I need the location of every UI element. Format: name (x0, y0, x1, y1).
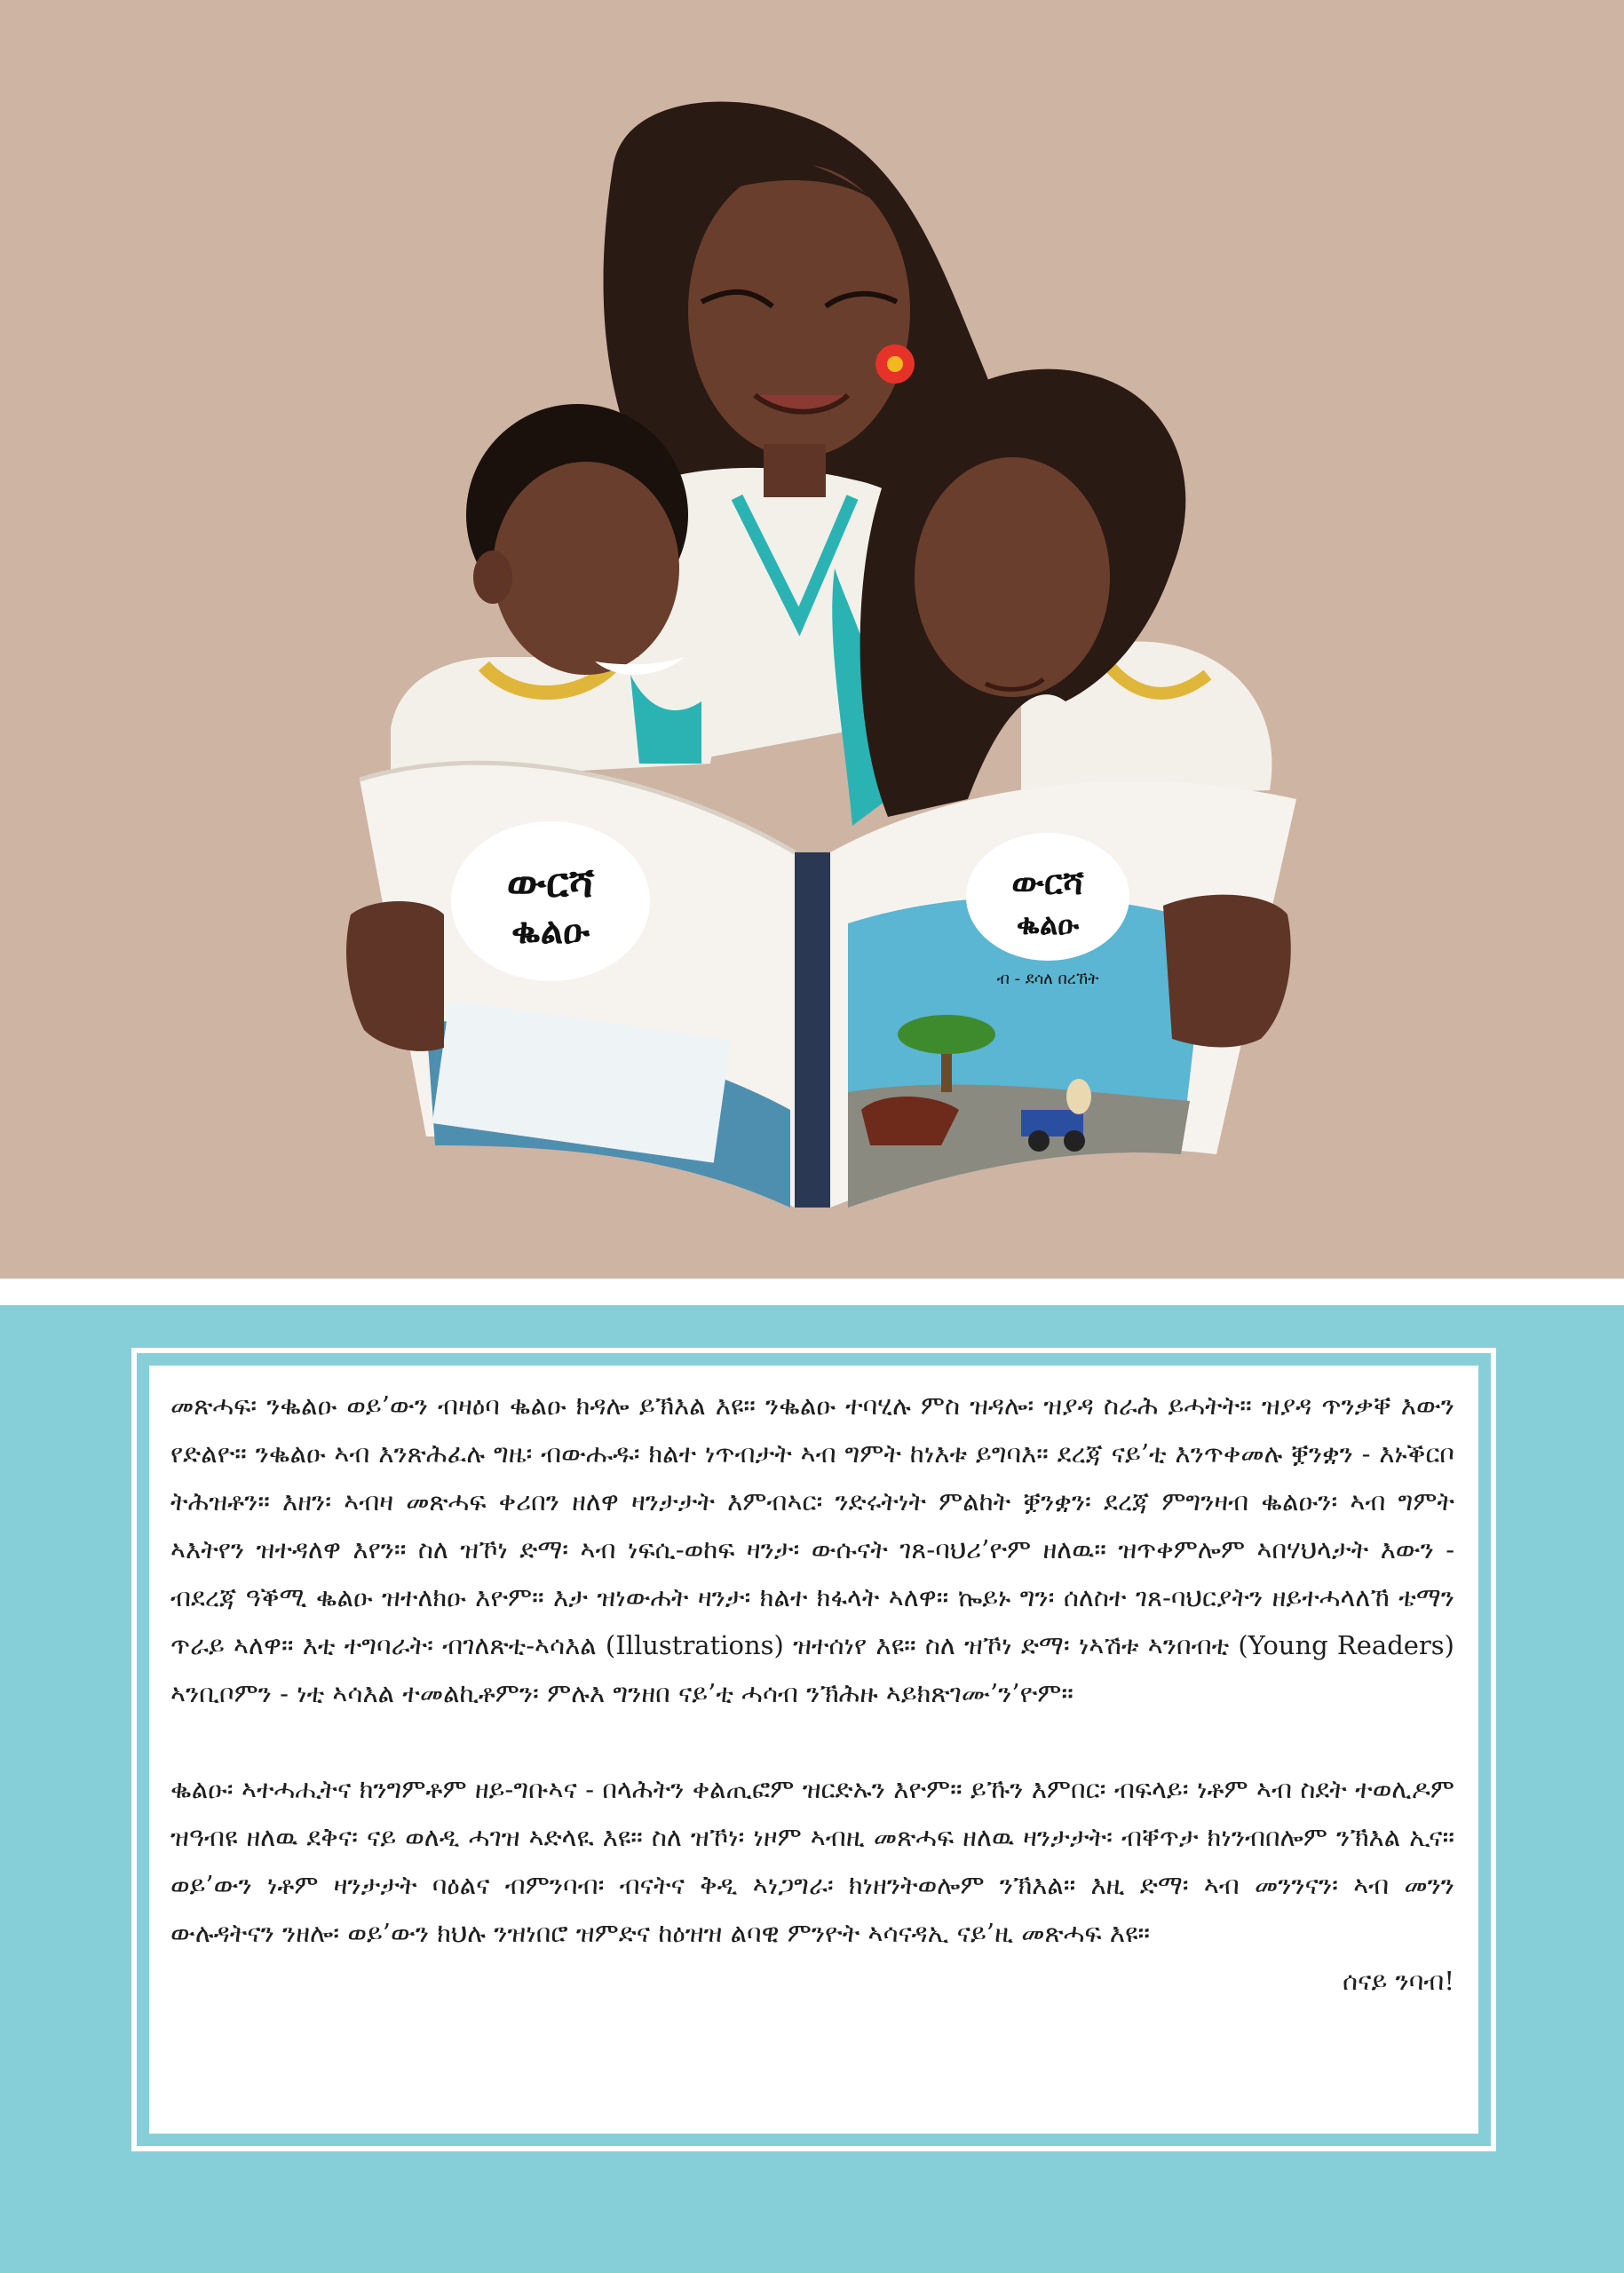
boy-figure-icon (391, 404, 714, 781)
open-book-icon (360, 763, 1296, 1208)
left-book-title-line2: ቈልዑ (511, 911, 590, 952)
signoff: ሰናይ ንባብ! (1343, 1966, 1454, 1996)
paragraph-1: መጽሓፍ፡ ንቈልዑ ወይ’ውን ብዛዕባ ቈልዑ ክዳሎ ይኽእል እዩ። ንቈልዑ ተባሂሉ ምስ ዝዳሎ፡ ዝያዳ ስራሕ ይሓትት። ዝያዳ ጥንቃቐ እውን የድልዮ። ንቈልዑ ኣብ እንጽሕፈሉ ግዜ፡ ብውሑዱ፡ ክልተ ነጥብታት ኣብ ግምት ከነእቱ ይግባእ። ደረጃ ናይ’ቲ እንጥቀመሉ ቛንቋን - እኑቕርቦ ትሕዝቶን። እዘን፡ ኣብዛ መጽሓፍ ቀሪበን ዘለዋ ዛንታታት እምብኣር፡ ንድሩትነት ምልከት ቛንቋን፡ ደረጃ ምግንዛብ ቈልዑን፡ ኣብ ግምት ኣእትየን ዝተዳለዋ እየን። ስለ ዝኾነ ድማ፡ ኣብ ነፍሲ-ወከፍ ዛንታ፡ ውሱናት ገጸ-ባህሪ’ዮም ዘለዉ። ዝጥቀምሎም ኣበሃህላታት እውን - ብደረጃ ዓቕሚ ቈልዑ ዝተለክዑ እዮም። እታ ዝነውሐት ዛንታ፡ ክልተ ክፋላት ኣለዋ። ኰይኑ ግን፡ ሰለስተ ገጸ-ባህርያትን ዘይተሓላለኸ ቴማን ጥራይ ኣለዋ። እቲ ተግባራት፡ ብገለጽቲ-ኣሳእል (Illustrations) ዝተሰነየ እዩ። ስለ ዝኾነ ድማ፡ ነኣሽቱ ኣንበብቲ (Young Readers) ኣንቢቦምን - ነቲ ኣሳእል ተመልኪቶምን፡ ምሉእ ግንዘበ ናይ’ቲ ሓሳብ ንኽሕዙ ኣይክጽገሙ’ን’ዮም። (170, 1390, 1454, 1708)
description-text (170, 1382, 1454, 2005)
girl-figure-icon (860, 369, 1272, 817)
divider-strip (0, 1279, 1624, 1305)
left-book-title-line1: ውርሻ (506, 859, 595, 907)
right-book-title-line2: ቈልዑ (1016, 907, 1080, 941)
paragraph-2: ቈልዑ፡ ኣተሓሒትና ክንግምቶም ዘይ-ግቡኣና - በላሕትን ቀልጢፎም ዝርድኡን እዮም። ይኹን እምበር፡ ብፍላይ፡ ነቶም ኣብ ስደት ተወሊዶም ዝዓብዩ ዘለዉ ደቅና፡ ናይ ወለዲ ሓገዝ ኣድላዪ እዩ። ስለ ዝኾነ፡ ነዞም ኣብዚ መጽሓፍ ዘለዉ ዛንታታት፡ ብቐጥታ ክነንብበሎም ንኽእል ኢና። ወይ’ውን ነቶም ዛንታታት ባዕልና ብምንባብ፡ ብናትና ቅዲ ኣነጋግራ፡ ክነዘንትወሎም ንኽእል። እዚ ድማ፡ ኣብ መንንናን፡ ኣብ መንን ውሉዳትናን ንዘሎ፡ ወይ’ውን ክህሉ ንዝነበሮ ዝምድና ከዕዝዝ ልባዊ ምንዮት ኣሳናዳኢ ናይ’ዚ መጽሓፍ እዩ። (170, 1774, 1454, 1948)
right-book-title-line1: ውርሻ (1011, 863, 1084, 902)
book-author-line: ብ - ደሳለ በረኸት (996, 970, 1099, 988)
